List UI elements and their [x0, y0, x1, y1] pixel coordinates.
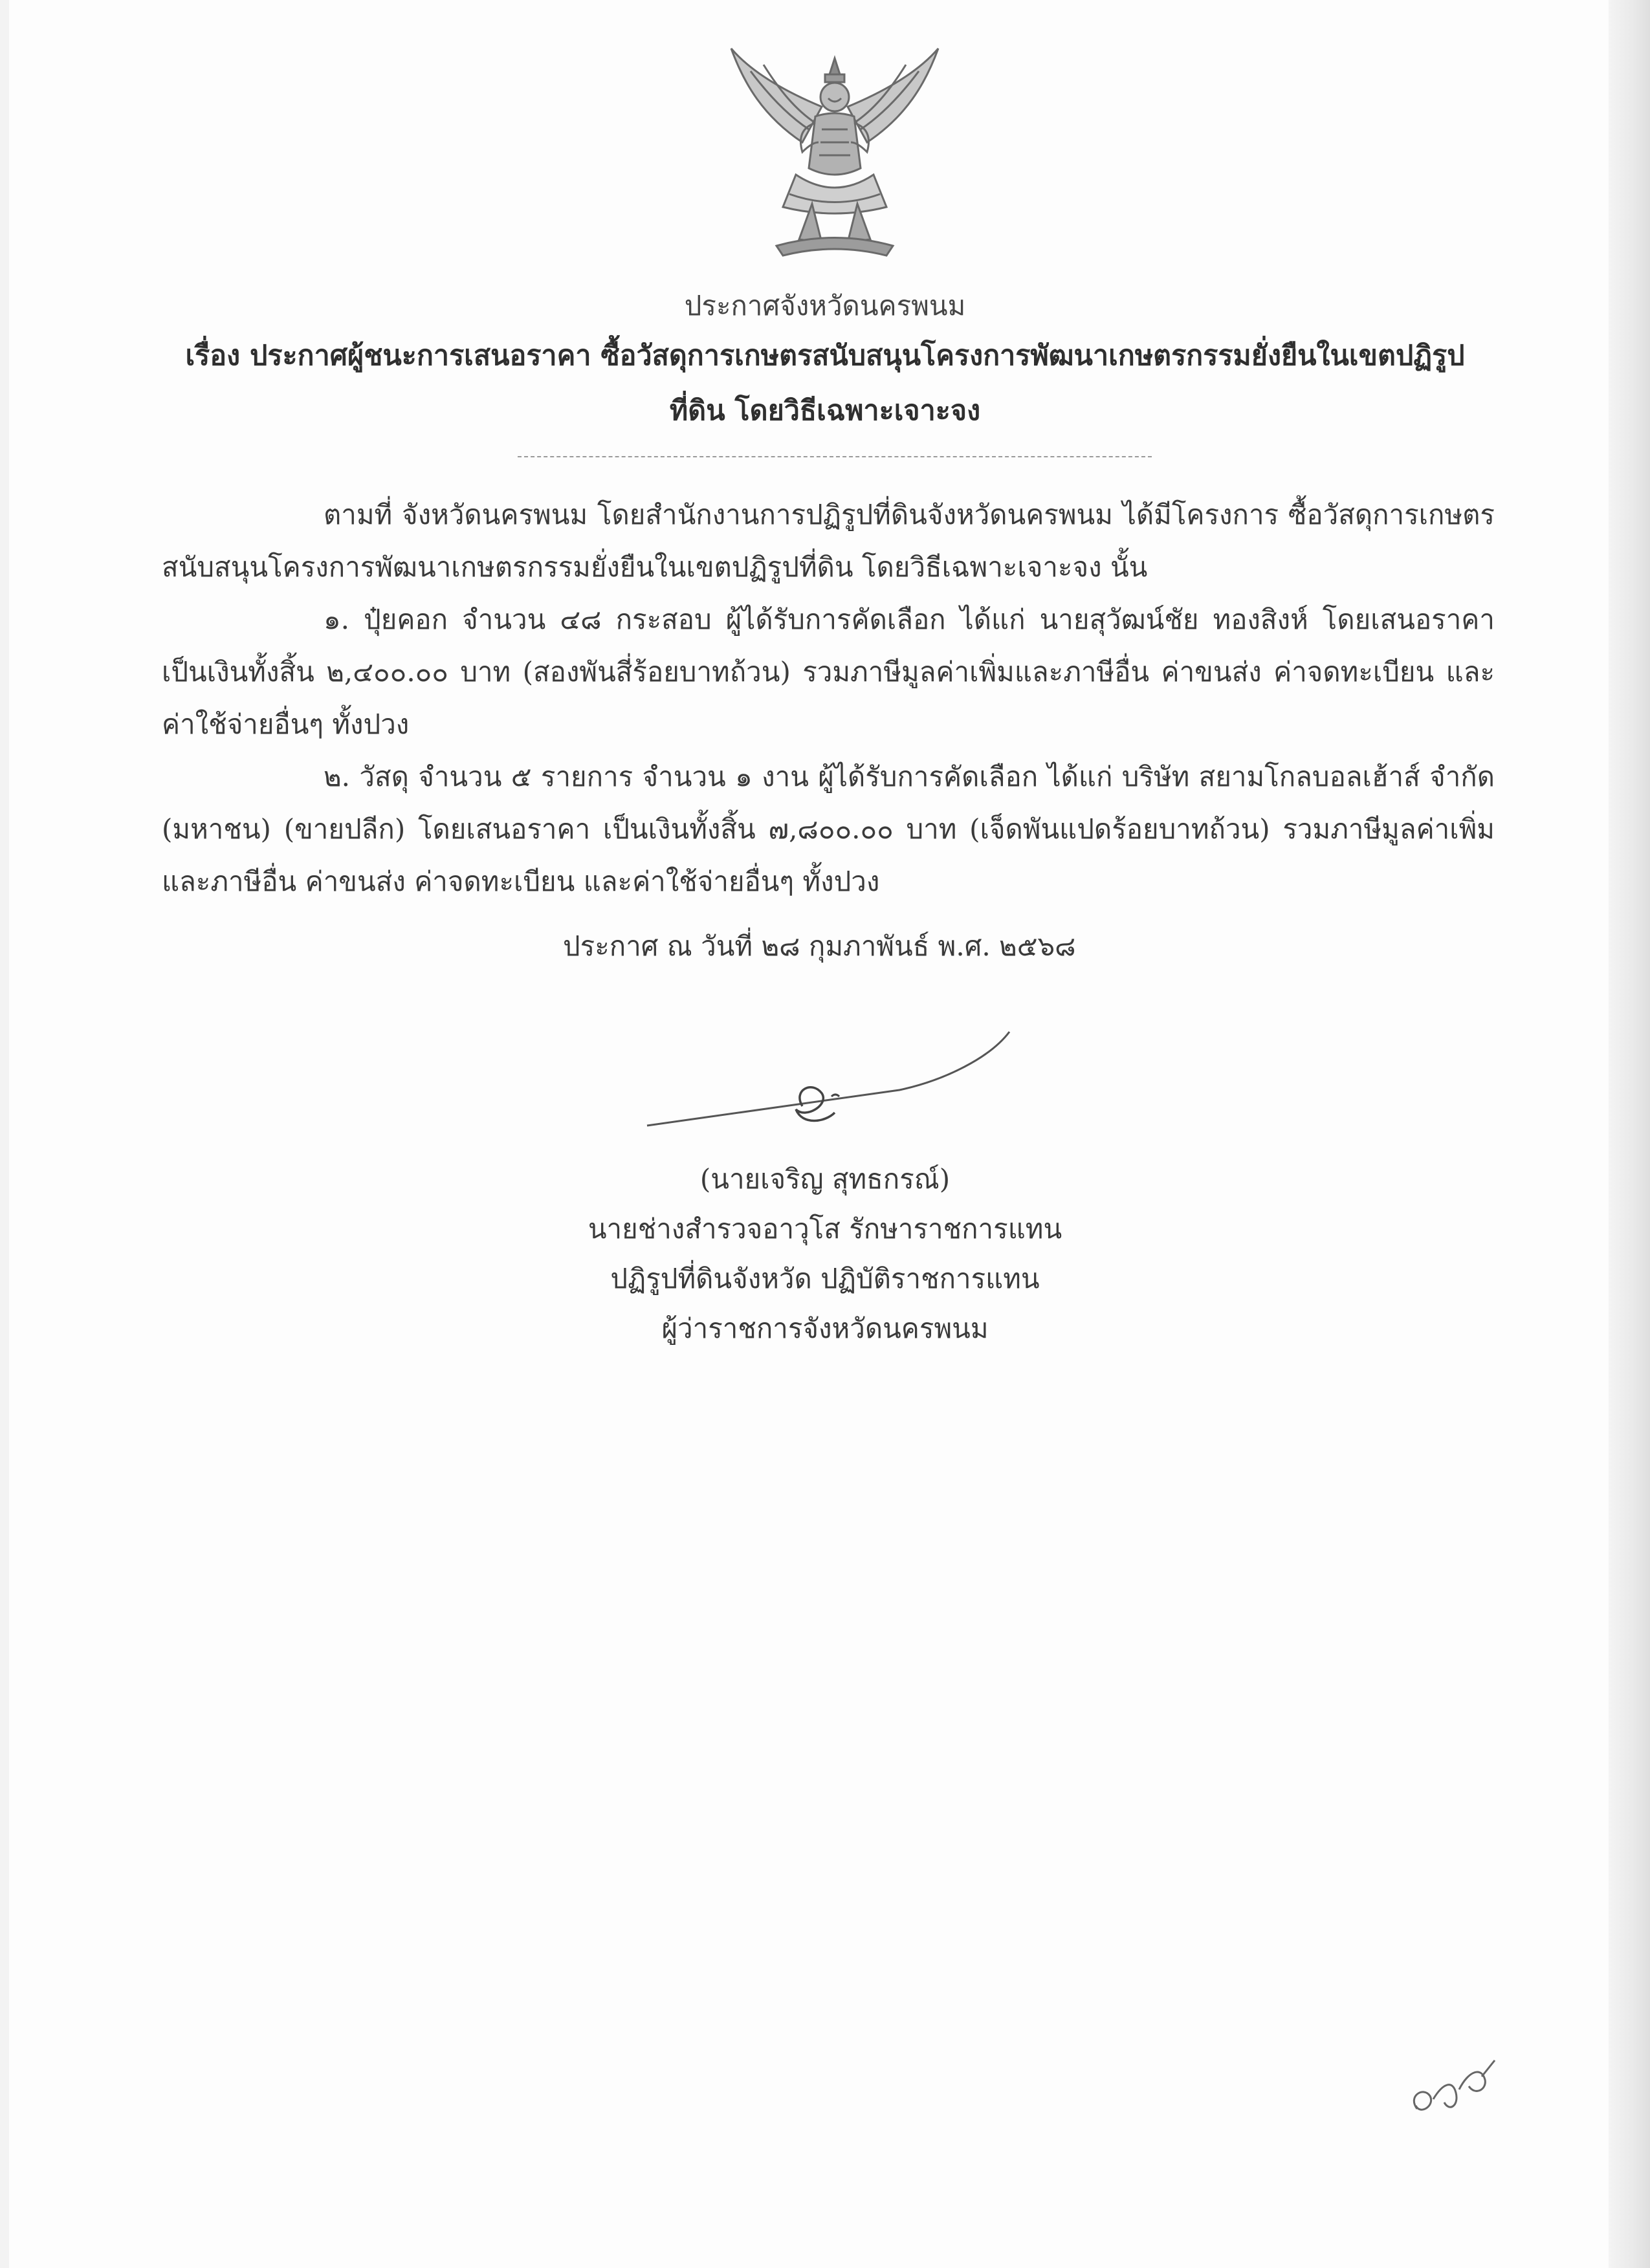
- handwritten-initials: [1404, 2051, 1501, 2122]
- scan-right-edge: [1609, 0, 1650, 2268]
- announcement-agency: ประกาศจังหวัดนครพนม: [684, 290, 966, 322]
- signatory-name: (นายเจริญ สุทธกรณ์): [699, 1163, 951, 1195]
- handwritten-signature: [641, 1029, 1016, 1139]
- signatory-position-1: นายช่างสำรวจอาวุโส รักษาราชการแทน: [588, 1213, 1062, 1245]
- announcement-subject-continued: ที่ดิน โดยวิธีเฉพาะเจาะจง: [669, 395, 981, 427]
- announcement-date: ประกาศ ณ วันที่ ๒๘ กุมภาพันธ์ พ.ศ. ๒๕๖๘: [563, 930, 1076, 962]
- separator-line: [518, 456, 1152, 457]
- intro-paragraph: [162, 488, 1495, 593]
- intro-text: ตามที่ จังหวัดนครพนม โดยสำนักงานการปฏิรูปที่ดินจังหวัดนครพนม ได้มีโครงการ ซื้อวัสดุการเกษตรสนับสนุนโครงการพัฒนาเกษตรกรรมยั่งยืนในเขตปฏิรูปที่ดิน โดยวิธีเฉพาะเจาะจง นั้น: [162, 499, 1495, 583]
- garuda-emblem-icon: [725, 45, 945, 259]
- announcement-subject: เรื่อง ประกาศผู้ชนะการเสนอราคา ซื้อวัสดุการเกษตรสนับสนุนโครงการพัฒนาเกษตรกรรมยั่งยืนในเขตปฏิรูป: [185, 340, 1465, 372]
- item-2-text: ๒. วัสดุ จำนวน ๕ รายการ จำนวน ๑ งาน ผู้ได้รับการคัดเลือก ได้แก่ บริษัท สยามโกลบอลเฮ้าส์ จำกัด (มหาชน) (ขายปลีก) โดยเสนอราคา เป็นเงินทั้งสิ้น ๗,๘๐๐.๐๐ บาท (เจ็ดพันแปดร้อยบาทถ้วน) รวมภาษีมูลค่าเพิ่มและภาษีอื่น ค่าขนส่ง ค่าจดทะเบียน และค่าใช้จ่ายอื่นๆ ทั้งปวง: [162, 761, 1495, 897]
- signatory-position-2: ปฏิรูปที่ดินจังหวัด ปฏิบัติราชการแทน: [610, 1263, 1040, 1294]
- scan-left-edge: [0, 0, 9, 2268]
- item-1-text: ๑. ปุ๋ยคอก จำนวน ๔๘ กระสอบ ผู้ได้รับการคัดเลือก ได้แก่ นายสุวัฒน์ชัย ทองสิงห์ โดยเสนอราคา เป็นเงินทั้งสิ้น ๒,๔๐๐.๐๐ บาท (สองพันสี่ร้อยบาทถ้วน) รวมภาษีมูลค่าเพิ่มและภาษีอื่น ค่าขนส่ง ค่าจดทะเบียน และค่าใช้จ่ายอื่นๆ ทั้งปวง: [162, 604, 1495, 740]
- item-2-paragraph: [162, 750, 1495, 908]
- item-1-paragraph: [162, 593, 1495, 750]
- signatory-position-3: ผู้ว่าราชการจังหวัดนครพนม: [661, 1313, 989, 1344]
